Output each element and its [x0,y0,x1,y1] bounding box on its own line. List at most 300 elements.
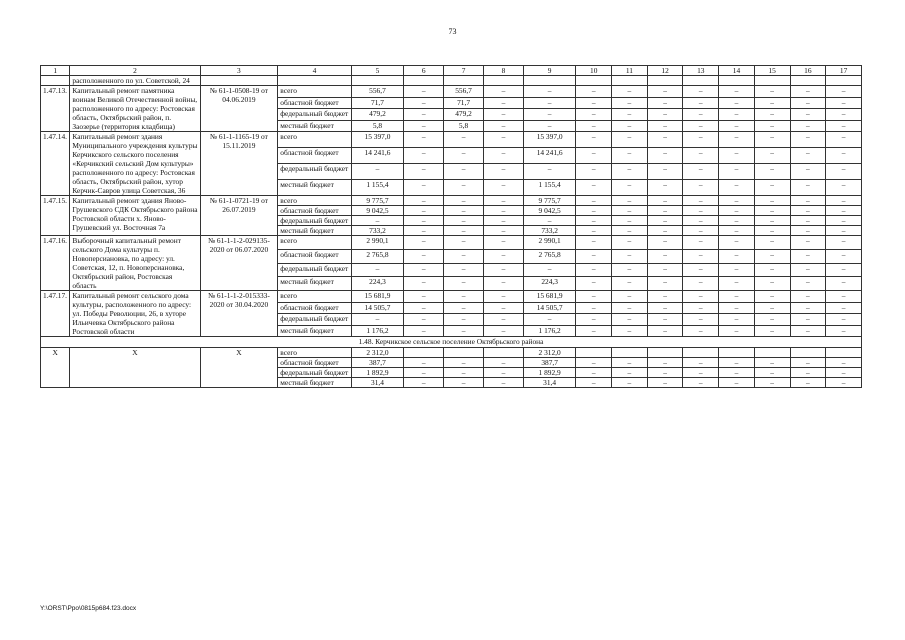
cell-col-16: – [790,277,826,291]
continuation-row [41,76,862,86]
cell-col-11: – [612,263,648,277]
cell-id: 1.47.13. [41,86,70,132]
cell-document: № 61-1-1-2-015333-2020 от 30.04.2020 [200,291,278,337]
cell-col-15: – [754,291,790,303]
cell-col-12: – [647,249,683,263]
cell-object-name: Выборочный капитальный ремонт сельского Дома культуры п. Новоперсиановка, по адресу: ул. Советская, 12, п. Новоперсиановка, Октябрьский район, Ростовская область [70,236,200,291]
cell-object-name: расположенного по ул. Советской, 24 [70,76,200,86]
cell-col-6: – [404,109,444,121]
cell-col-14: – [719,277,755,291]
cell-col-12: – [647,148,683,164]
cell-col-8: – [484,249,524,263]
cell-col-5: 2 990,1 [351,236,403,250]
cell-col-5: 14 505,7 [351,302,403,314]
cell-col-6: – [404,132,444,148]
cell-col-5: 9 775,7 [351,196,403,206]
cell-col-16: – [790,368,826,378]
cell-col-15: – [754,206,790,216]
cell-col-7: – [444,164,484,180]
cell-funding-source: местный бюджет [278,120,351,132]
cell-col-11: – [612,196,648,206]
cell-col-12: – [647,378,683,388]
cell-col-6 [404,76,444,86]
cell-col-12: – [647,216,683,226]
cell-col-8: – [484,378,524,388]
budget-table-container [40,65,862,388]
cell-col-10: – [576,109,612,121]
cell-funding-source: всего [278,291,351,303]
cell-col-6: – [404,86,444,98]
cell-col-9: 14 505,7 [523,302,575,314]
cell-col-11: – [612,226,648,236]
cell-col-14: – [719,97,755,109]
cell-col-8: – [484,196,524,206]
cell-col-17: – [826,314,862,326]
cell-col-7: 479,2 [444,109,484,121]
cell-col-10 [576,76,612,86]
cell-col-17: – [826,109,862,121]
cell-col-10 [576,348,612,358]
cell-funding-source: местный бюджет [278,277,351,291]
cell-col-13: – [683,236,719,250]
cell-col-8: – [484,226,524,236]
cell-col-8: – [484,358,524,368]
cell-col-9: 9 775,7 [523,196,575,206]
cell-col-9: 733,2 [523,226,575,236]
cell-col-15: – [754,86,790,98]
cell-col-7 [444,348,484,358]
cell-col-5: 9 042,5 [351,206,403,216]
cell-col-14: – [719,378,755,388]
cell-col-9: – [523,216,575,226]
cell-col-13: – [683,277,719,291]
cell-col-9: – [523,86,575,98]
cell-col-16: – [790,164,826,180]
cell-col-17: – [826,302,862,314]
cell-col-14: – [719,226,755,236]
cell-col-7: 556,7 [444,86,484,98]
cell-col-15: – [754,358,790,368]
cell-col-13: – [683,358,719,368]
cell-funding-source: областной бюджет [278,249,351,263]
cell-col-8: – [484,86,524,98]
cell-col-5: 71,7 [351,97,403,109]
cell-col-9: 14 241,6 [523,148,575,164]
cell-col-10: – [576,302,612,314]
cell-col-16: – [790,291,826,303]
cell-col-7: – [444,226,484,236]
cell-col-6: – [404,378,444,388]
cell-col-16: – [790,97,826,109]
cell-col-15: – [754,216,790,226]
cell-col-17: – [826,216,862,226]
column-header-8: 8 [484,66,524,76]
cell-document: № 61-1-0508-19 от 04.06.2019 [200,86,278,132]
cell-col-15: – [754,277,790,291]
cell-col-11 [612,76,648,86]
cell-col-5: 2 312,0 [351,348,403,358]
cell-col-10: – [576,325,612,337]
cell-col-17: – [826,368,862,378]
cell-col-14: – [719,196,755,206]
cell-col-7: – [444,291,484,303]
cell-col-12: – [647,236,683,250]
cell-col-7: – [444,236,484,250]
cell-col-6: – [404,216,444,226]
column-header-11: 11 [612,66,648,76]
cell-col-10: – [576,86,612,98]
cell-funding-source: федеральный бюджет [278,216,351,226]
cell-col-17: – [826,358,862,368]
cell-col-12: – [647,226,683,236]
cell-col-5: 14 241,6 [351,148,403,164]
table-row [41,86,862,98]
cell-col-15: – [754,378,790,388]
column-header-15: 15 [754,66,790,76]
cell-col-15: – [754,148,790,164]
cell-col-8: – [484,277,524,291]
cell-col-12: – [647,86,683,98]
cell-funding-source: областной бюджет [278,148,351,164]
cell-col-13: – [683,148,719,164]
cell-col-16 [790,348,826,358]
cell-col-10: – [576,291,612,303]
cell-col-17: – [826,325,862,337]
cell-col-16: – [790,132,826,148]
cell-col-12: – [647,277,683,291]
cell-col-9: 1 155,4 [523,180,575,196]
cell-col-11: – [612,249,648,263]
cell-col-12: – [647,120,683,132]
cell-col-11: – [612,314,648,326]
cell-col-17 [826,348,862,358]
table-row [41,132,862,148]
cell-col-12: – [647,263,683,277]
cell-col-9: 1 176,2 [523,325,575,337]
cell-col-16: – [790,226,826,236]
cell-col-17: – [826,249,862,263]
cell-col-9 [523,76,575,86]
cell-col-8: – [484,206,524,216]
cell-col-8: – [484,263,524,277]
cell-col-12: – [647,325,683,337]
cell-col-10: – [576,263,612,277]
cell-col-11: – [612,302,648,314]
cell-col-13: – [683,291,719,303]
cell-col-14: – [719,148,755,164]
cell-col-8 [484,348,524,358]
column-header-14: 14 [719,66,755,76]
cell-col-12: – [647,196,683,206]
cell-object-name: Капитальный ремонт здания Муниципального учреждения культуры Керчикского сельского поселения «Керчикский сельский Дом культуры» расположенного по адресу: Ростовская область, Октябрьский район, хутор Керчик-Савров улица Советская, 36 [70,132,200,196]
table-body [41,66,862,388]
cell-col-6: – [404,358,444,368]
cell-col-13: – [683,249,719,263]
column-header-7: 7 [444,66,484,76]
cell-funding-source: всего [278,348,351,358]
cell-col-15: – [754,226,790,236]
cell-col-8: – [484,302,524,314]
cell-col-11: – [612,97,648,109]
cell-col-7: – [444,302,484,314]
cell-funding-source: местный бюджет [278,180,351,196]
cell-col-14: – [719,86,755,98]
cell-col-7 [444,76,484,86]
cell-id [41,76,70,86]
cell-col-8: – [484,291,524,303]
cell-col-7: – [444,216,484,226]
column-header-12: 12 [647,66,683,76]
cell-funding-source: федеральный бюджет [278,164,351,180]
cell-col-14: – [719,132,755,148]
cell-funding-source: всего [278,86,351,98]
cell-col-12: – [647,132,683,148]
cell-col-11: – [612,358,648,368]
cell-col-10: – [576,132,612,148]
cell-col-10: – [576,226,612,236]
cell-funding-source: областной бюджет [278,302,351,314]
cell-col-10: – [576,277,612,291]
cell-document: Х [200,348,278,388]
cell-col-5: 2 765,8 [351,249,403,263]
cell-col-17: – [826,226,862,236]
cell-col-8: – [484,164,524,180]
cell-col-15 [754,348,790,358]
column-header-16: 16 [790,66,826,76]
cell-col-15: – [754,263,790,277]
cell-col-11: – [612,132,648,148]
cell-funding-source: всего [278,236,351,250]
cell-col-17: – [826,180,862,196]
cell-col-14: – [719,180,755,196]
cell-col-11: – [612,325,648,337]
cell-col-16: – [790,109,826,121]
cell-funding-source: местный бюджет [278,325,351,337]
cell-col-14: – [719,302,755,314]
cell-col-9: 9 042,5 [523,206,575,216]
cell-col-7: – [444,325,484,337]
cell-col-6: – [404,277,444,291]
cell-col-15: – [754,236,790,250]
cell-col-15: – [754,325,790,337]
cell-col-7: – [444,378,484,388]
cell-col-10: – [576,120,612,132]
cell-col-15: – [754,249,790,263]
cell-col-13: – [683,120,719,132]
cell-col-13: – [683,164,719,180]
cell-col-6: – [404,368,444,378]
cell-col-16: – [790,206,826,216]
cell-col-13: – [683,368,719,378]
cell-col-13: – [683,206,719,216]
cell-funding-source: всего [278,132,351,148]
cell-col-17: – [826,236,862,250]
column-header-2: 2 [70,66,200,76]
cell-col-9: – [523,314,575,326]
cell-col-13: – [683,263,719,277]
cell-col-16: – [790,180,826,196]
cell-col-17: – [826,148,862,164]
cell-col-15: – [754,97,790,109]
cell-col-17: – [826,132,862,148]
cell-col-10: – [576,358,612,368]
cell-col-15 [754,76,790,86]
cell-col-5: 479,2 [351,109,403,121]
cell-col-12 [647,76,683,86]
cell-col-7: 71,7 [444,97,484,109]
cell-col-8: – [484,368,524,378]
cell-object-name: Капитальный ремонт памятника воинам Великой Отечественной войны, расположенного по адресу: Ростовская область, Октябрьский район, п. Заозерье (территория кладбища) [70,86,200,132]
cell-col-6: – [404,236,444,250]
cell-col-5: 1 176,2 [351,325,403,337]
cell-col-14 [719,76,755,86]
cell-col-13: – [683,325,719,337]
cell-col-17 [826,76,862,86]
cell-col-17: – [826,263,862,277]
cell-col-14: – [719,120,755,132]
cell-id: 1.47.14. [41,132,70,196]
cell-col-8: – [484,120,524,132]
cell-col-7: – [444,196,484,206]
cell-funding-source: местный бюджет [278,378,351,388]
cell-object-name: Капитальный ремонт сельского дома культуры, расположенного по адресу: ул. Победы Революции, 26, в хуторе Ильичевка Октябрьского района Ростовской области [70,291,200,337]
cell-col-6: – [404,148,444,164]
cell-col-17: – [826,277,862,291]
cell-col-16: – [790,325,826,337]
cell-funding-source: всего [278,196,351,206]
cell-col-16: – [790,249,826,263]
cell-col-9: – [523,164,575,180]
cell-col-10: – [576,378,612,388]
cell-col-12: – [647,164,683,180]
cell-col-10: – [576,206,612,216]
cell-col-14: – [719,325,755,337]
cell-col-7: – [444,148,484,164]
cell-col-16: – [790,86,826,98]
table-row [41,236,862,250]
cell-col-5: 387,7 [351,358,403,368]
cell-col-10: – [576,216,612,226]
cell-col-17: – [826,120,862,132]
cell-col-5: 15 681,9 [351,291,403,303]
cell-col-16: – [790,216,826,226]
column-header-9: 9 [523,66,575,76]
cell-col-11: – [612,368,648,378]
cell-col-13: – [683,132,719,148]
cell-col-15: – [754,164,790,180]
column-header-4: 4 [278,66,351,76]
cell-col-12: – [647,358,683,368]
cell-col-5 [351,76,403,86]
column-header-5: 5 [351,66,403,76]
cell-col-5: 1 892,9 [351,368,403,378]
cell-col-6: – [404,97,444,109]
budget-table [40,65,862,388]
cell-col-6 [404,348,444,358]
cell-col-5: 224,3 [351,277,403,291]
cell-col-7: – [444,263,484,277]
cell-col-8: – [484,132,524,148]
cell-col-14: – [719,263,755,277]
cell-col-7: – [444,314,484,326]
cell-col-15: – [754,109,790,121]
cell-col-7: – [444,206,484,216]
cell-col-8: – [484,148,524,164]
cell-col-17: – [826,206,862,216]
cell-col-16: – [790,148,826,164]
column-header-17: 17 [826,66,862,76]
cell-col-9: – [523,97,575,109]
cell-col-7: 5,8 [444,120,484,132]
cell-col-11: – [612,206,648,216]
cell-col-17: – [826,291,862,303]
table-row [41,291,862,303]
cell-col-14: – [719,206,755,216]
cell-col-14: – [719,368,755,378]
cell-col-6: – [404,291,444,303]
cell-col-16: – [790,196,826,206]
cell-col-7: – [444,358,484,368]
cell-col-16: – [790,378,826,388]
cell-col-11: – [612,109,648,121]
cell-col-5: 556,7 [351,86,403,98]
cell-col-14 [719,348,755,358]
cell-col-10: – [576,148,612,164]
cell-col-17: – [826,196,862,206]
cell-funding-source: федеральный бюджет [278,368,351,378]
cell-col-8: – [484,97,524,109]
cell-col-7: – [444,249,484,263]
cell-col-9: 387,7 [523,358,575,368]
cell-col-11: – [612,86,648,98]
cell-document: № 61-1-1-2-029135-2020 от 06.07.2020 [200,236,278,291]
column-header-6: 6 [404,66,444,76]
cell-col-16: – [790,314,826,326]
cell-col-17: – [826,164,862,180]
cell-col-10: – [576,368,612,378]
cell-col-17: – [826,378,862,388]
cell-col-5: – [351,216,403,226]
cell-col-16: – [790,358,826,368]
cell-col-14: – [719,164,755,180]
cell-col-10: – [576,196,612,206]
cell-col-8: – [484,325,524,337]
cell-col-6: – [404,226,444,236]
file-path-footer: Y:\ORST\Ppo\0815p684.f23.docx [40,605,137,612]
cell-funding-source: областной бюджет [278,358,351,368]
cell-col-13: – [683,196,719,206]
column-header-row [41,66,862,76]
cell-col-9: 15 397,0 [523,132,575,148]
cell-col-6: – [404,249,444,263]
cell-col-5: – [351,164,403,180]
cell-col-17: – [826,86,862,98]
cell-col-9: – [523,109,575,121]
cell-col-7: – [444,132,484,148]
cell-col-15: – [754,302,790,314]
cell-col-10: – [576,314,612,326]
cell-funding-source: федеральный бюджет [278,314,351,326]
cell-col-7: – [444,180,484,196]
cell-col-10: – [576,180,612,196]
table-row [41,348,862,358]
cell-col-16: – [790,263,826,277]
cell-col-11 [612,348,648,358]
page-number: 73 [448,27,457,36]
cell-funding-source: федеральный бюджет [278,263,351,277]
cell-col-8: – [484,216,524,226]
cell-object-name: Х [70,348,200,388]
